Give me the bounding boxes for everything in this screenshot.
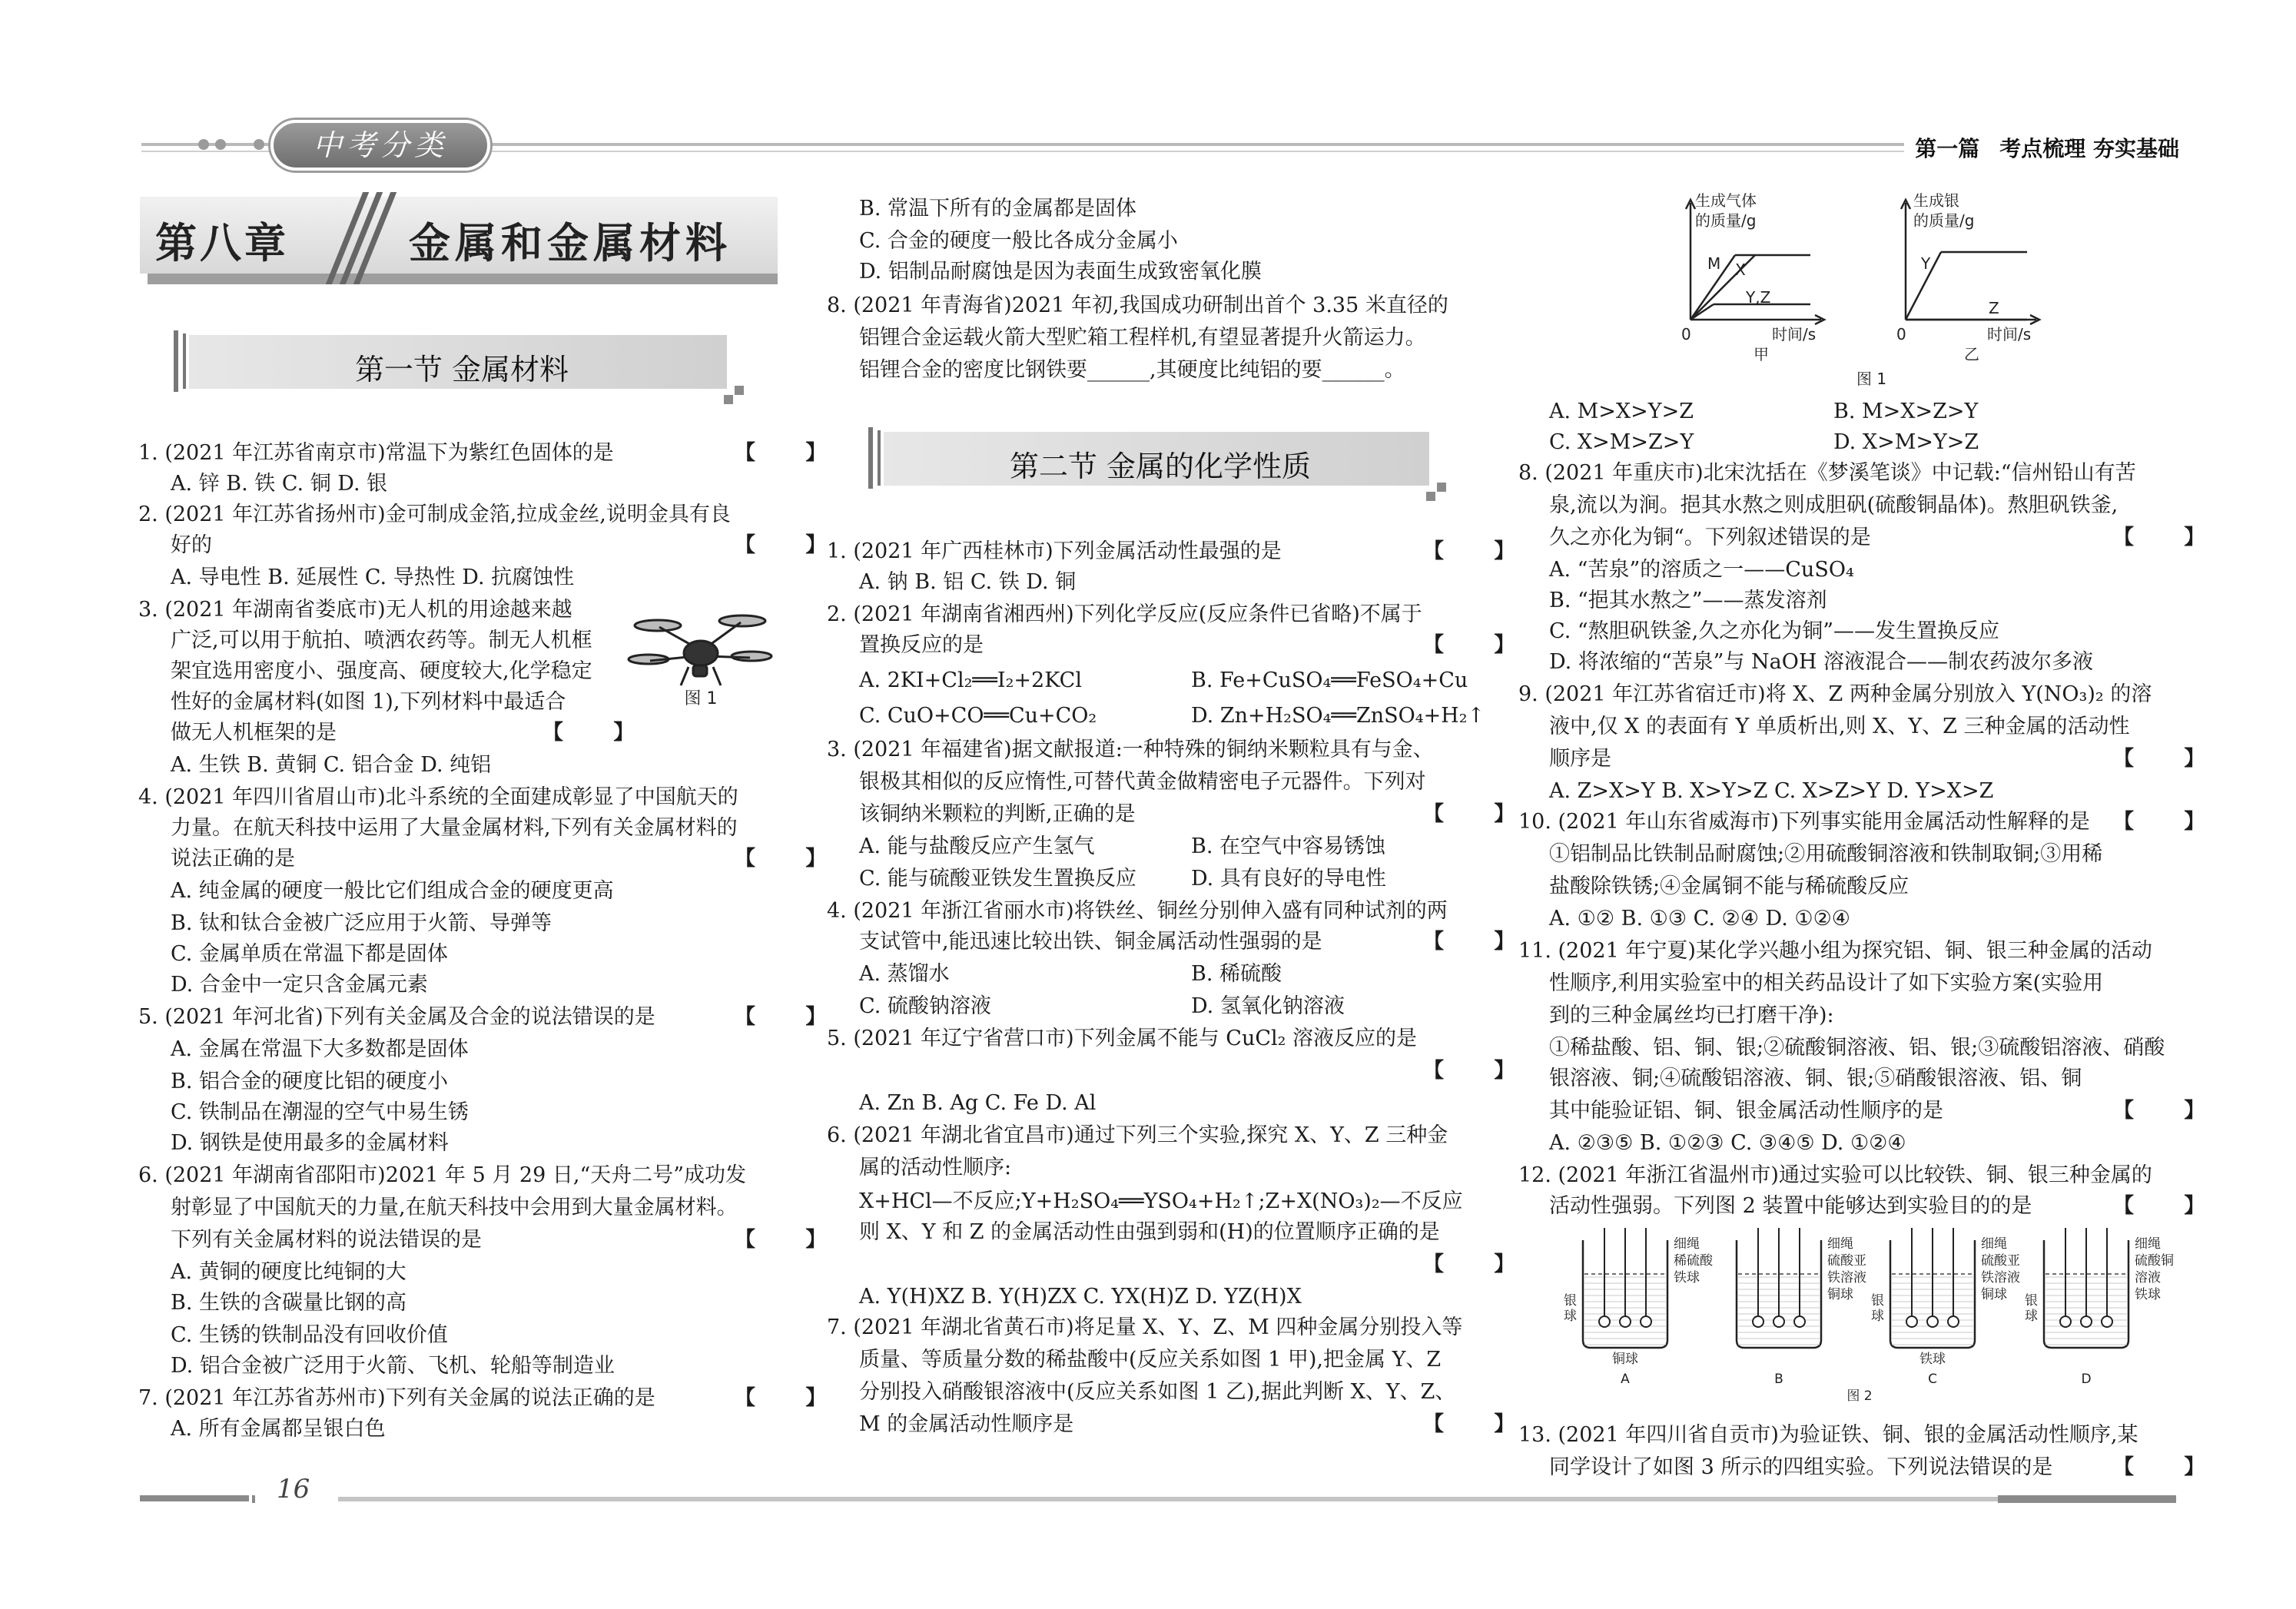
beaker-letter: B: [1774, 1372, 1783, 1387]
beaker-label: 铁溶液: [1981, 1270, 2020, 1286]
answer-options: A. Zn B. Ag C. Fe D. Al: [859, 1091, 1097, 1115]
beaker-label: 硫酸亚: [1981, 1253, 2020, 1269]
question-stem: 力量。在航天科技中运用了大量金属材料,下列有关金属材料的: [171, 816, 738, 840]
question-stem: 液中,仅 X 的表面有 Y 单质析出,则 X、Y、Z 三种金属的活动性: [1549, 715, 2130, 738]
question-stem: X+HCl—不反应;Y+H₂SO₄══YSO₄+H₂↑;Z+X(NO₃)₂—不反应: [859, 1189, 1463, 1213]
ball-label: 球: [1564, 1309, 1577, 1324]
answer-option: B. 常温下所有的金属都是固体: [859, 197, 1137, 221]
answer-bracket: 【 】: [1423, 1059, 1537, 1083]
question-stem: ①铝制品比铁制品耐腐蚀;②用硫酸铜溶液和铁制取铜;③用稀: [1549, 842, 2103, 866]
metal-ball: [1948, 1316, 1959, 1327]
answer-bracket: 【 】: [1423, 1252, 1537, 1276]
answer-option: A. 纯金属的硬度一般比它们组成合金的硬度更高: [171, 879, 614, 903]
beaker-label: 细绳: [1981, 1236, 2007, 1252]
beaker-label: 铁溶液: [1827, 1270, 1866, 1286]
question-stem: 10. (2021 年山东省威海市)下列事实能用金属活动性解释的是: [1518, 810, 2090, 834]
answer-options: A. 生铁 B. 黄铜 C. 铝合金 D. 纯铝: [171, 753, 492, 777]
answer-options: A. ①② B. ①③ C. ②④ D. ①②④: [1549, 907, 1850, 931]
part-subtitle: 考点梳理 夯实基础: [1999, 136, 2179, 161]
drone-figure: [627, 609, 773, 707]
question-stem: 13. (2021 年四川省自贡市)为验证铁、铜、银的金属活动性顺序,某: [1518, 1423, 2138, 1447]
section-title: 第一节 金属材料: [354, 353, 569, 386]
answer-option: A. M>X>Y>Z: [1549, 400, 1694, 423]
question-stem: 分别投入硝酸银溶液中(反应关系如图 1 乙),据此判断 X、Y、Z、: [859, 1380, 1456, 1404]
answer-bracket: 【 】: [2113, 810, 2227, 834]
answer-bracket: 【 】: [2113, 1194, 2227, 1218]
beaker-label: 铜球: [1981, 1287, 2007, 1302]
question-stem: 质量、等质量分数的稀盐酸中(反应关系如图 1 甲),把金属 Y、Z: [859, 1348, 1442, 1372]
answer-option: B. “挹其水熬之”——蒸发溶剂: [1549, 589, 1827, 612]
question-stem: 4. (2021 年四川省眉山市)北斗系统的全面建成彰显了中国航天的: [138, 785, 738, 809]
answer-option: D. X>M>Y>Z: [1833, 430, 1979, 454]
answer-option: D. Zn+H₂SO₄══ZnSO₄+H₂↑: [1191, 704, 1485, 728]
section-title: 第二节 金属的化学性质: [1009, 450, 1312, 483]
answer-option: C. 合金的硬度一般比各成分金属小: [859, 229, 1178, 253]
chapter-number: 第八章: [155, 219, 289, 267]
question-stem: 做无人机框架的是: [171, 721, 337, 745]
chapter-title: 金属和金属材料: [409, 219, 732, 267]
metal-ball: [1641, 1316, 1651, 1327]
question-stem: 广泛,可以用于航拍、喷洒农药等。制无人机框: [171, 629, 592, 652]
question-stem: 泉,流以为涧。挹其水熬之则成胆矾(硫酸铜晶体)。熬胆矾铁釜,: [1549, 493, 2118, 517]
answer-bracket: 【 】: [1423, 633, 1537, 657]
reaction-graphs-figure: [1660, 189, 2044, 389]
answer-options: A. Z>X>Y B. X>Y>Z C. X>Z>Y D. Y>X>Z: [1549, 779, 1994, 803]
header-dot: [215, 139, 226, 150]
part-label: 第一篇: [1915, 136, 1980, 161]
question-stem: 3. (2021 年福建省)据文献报道:一种特殊的铜纳米颗粒具有与金、: [827, 738, 1434, 761]
question-stem: 好的: [171, 533, 212, 557]
chapter-banner: [140, 197, 778, 287]
question-stem: 其中能验证铝、铜、银金属活动性顺序的是: [1549, 1099, 1943, 1123]
answer-option: B. Fe+CuSO₄══FeSO₄+Cu: [1191, 668, 1468, 692]
metal-ball: [1906, 1316, 1917, 1327]
metal-ball: [1620, 1316, 1631, 1327]
question-stem: 射彰显了中国航天的力量,在航天科技中会用到大量金属材料。: [171, 1196, 738, 1219]
category-badge: [270, 120, 490, 171]
answer-option: B. 铝合金的硬度比铝的硬度小: [171, 1070, 449, 1093]
answer-option: A. “苦泉”的溶质之一——CuSO₄: [1549, 558, 1854, 582]
question-stem: 顺序是: [1549, 747, 1611, 771]
question-stem: 8. (2021 年青海省)2021 年初,我国成功研制出首个 3.35 米直径的: [827, 294, 1448, 317]
page-number: 16: [277, 1474, 310, 1504]
answer-options: A. 导电性 B. 延展性 C. 导热性 D. 抗腐蚀性: [171, 566, 575, 589]
answer-bracket: 【 】: [1423, 930, 1537, 954]
question-stem: 11. (2021 年宁夏)某化学兴趣小组为探究铝、铜、银三种金属的活动: [1518, 939, 2152, 963]
question-stem: 性好的金属材料(如图 1),下列材料中最适合: [171, 690, 566, 714]
graph-ylabel: 生成银: [1913, 191, 1959, 210]
beaker-label: 稀硫酸: [1674, 1253, 1713, 1269]
ball-label: 银: [1564, 1293, 1577, 1309]
question-stem: ①稀盐酸、铝、铜、银;②硫酸铜溶液、铝、银;③硫酸铝溶液、硝酸: [1549, 1036, 2165, 1060]
footer-rule: [140, 1495, 249, 1501]
beaker-label: 铁球: [1674, 1270, 1700, 1286]
answer-options: A. 钠 B. 铝 C. 铁 D. 铜: [859, 570, 1077, 594]
question-stem: 架宜选用密度小、强度高、硬度较大,化学稳定: [171, 659, 592, 683]
question-stem: 6. (2021 年湖北省宜昌市)通过下列三个实验,探究 X、Y、Z 三种金: [827, 1123, 1448, 1147]
beaker-label: 铁球: [2135, 1287, 2161, 1302]
question-stem: 铝锂合金的密度比钢铁要______,其硬度比纯铝的要______。: [859, 358, 1405, 382]
question-stem: 属的活动性顺序:: [859, 1156, 1012, 1179]
question-stem: 6. (2021 年湖南省邵阳市)2021 年 5 月 29 日,“天舟二号”成功发: [138, 1163, 747, 1187]
question-stem: 4. (2021 年浙江省丽水市)将铁丝、铜丝分别伸入盛有同种试剂的两: [827, 899, 1448, 923]
question-stem: 置换反应的是: [859, 633, 984, 657]
answer-option: D. 将浓缩的“苦泉”与 NaOH 溶液混合——制农药波尔多液: [1549, 650, 2094, 674]
answer-bracket: 【 】: [735, 1005, 848, 1029]
badge-text: 中考分类: [312, 128, 448, 162]
answer-option: B. 在空气中容易锈蚀: [1191, 834, 1386, 858]
graph-name: 乙: [1964, 345, 1979, 363]
beaker-label: 硫酸铜: [2135, 1253, 2174, 1269]
figure-caption: 图 1: [1856, 370, 1887, 388]
answer-bracket: 【 】: [735, 533, 848, 557]
answer-bracket: 【 】: [1423, 802, 1537, 826]
question-stem: 2. (2021 年江苏省扬州市)金可制成金箔,拉成金丝,说明金具有良: [138, 503, 731, 526]
answer-option: D. 钢铁是使用最多的金属材料: [171, 1131, 449, 1155]
question-stem: 3. (2021 年湖南省娄底市)无人机的用途越来越: [138, 598, 572, 622]
answer-options: A. Y(H)XZ B. Y(H)ZX C. YX(H)Z D. YZ(H)X: [859, 1285, 1302, 1309]
question-stem: 该铜纳米颗粒的判断,正确的是: [859, 802, 1136, 826]
beaker-label: 细绳: [1674, 1236, 1700, 1252]
figure-caption: 图 1: [684, 689, 718, 708]
answer-bracket: 【 】: [735, 1386, 848, 1410]
question-stem: 2. (2021 年湖南省湘西州)下列化学反应(反应条件已省略)不属于: [827, 602, 1422, 626]
answer-bracket: 【 】: [735, 847, 848, 871]
question-stem: 7. (2021 年江苏省苏州市)下列有关金属的说法正确的是: [138, 1386, 655, 1410]
question-stem: 同学设计了如图 3 所示的四组实验。下列说法错误的是: [1549, 1455, 2053, 1479]
beaker-label: 细绳: [1827, 1236, 1853, 1252]
question-stem: 则 X、Y 和 Z 的金属活动性由强到弱和(H)的位置顺序正确的是: [859, 1220, 1440, 1244]
ball-label: 银: [2025, 1293, 2038, 1309]
answer-bracket: 【 】: [735, 1228, 848, 1252]
answer-option: B. 生铁的含碳量比钢的高: [171, 1291, 407, 1315]
series-label-x: X: [1735, 260, 1746, 279]
question-stem: M 的金属活动性顺序是: [859, 1412, 1074, 1436]
chapter-divider: [321, 197, 390, 281]
answer-option: C. 硫酸钠溶液: [859, 994, 991, 1018]
question-stem: 1. (2021 年江苏省南京市)常温下为紫红色固体的是: [138, 441, 614, 465]
question-stem: 1. (2021 年广西桂林市)下列金属活动性最强的是: [827, 539, 1282, 563]
answer-bracket: 【 】: [2113, 526, 2227, 549]
beaker-letter: C: [1928, 1372, 1937, 1387]
answer-option: B. M>X>Z>Y: [1833, 400, 1979, 423]
answer-option: D. 合金中一定只含金属元素: [171, 973, 428, 997]
metal-ball: [1753, 1316, 1763, 1327]
question-stem: 铝锂合金运载火箭大型贮箱工程样机,有望显著提升火箭运力。: [859, 326, 1426, 350]
ball-label: 铜球: [1612, 1352, 1638, 1367]
question-stem: 活动性强弱。下列图 2 装置中能够达到实验目的的是: [1549, 1194, 2032, 1218]
series-label-y: Y: [1921, 254, 1931, 273]
answer-option: C. “熬胆矾铁釜,久之亦化为铜”——发生置换反应: [1549, 619, 2000, 643]
answer-options: A. 锌 B. 铁 C. 铜 D. 银: [171, 472, 388, 496]
answer-option: C. 金属单质在常温下都是固体: [171, 942, 448, 966]
section-banner-2: [868, 432, 1452, 498]
question-stem: 下列有关金属材料的说法错误的是: [171, 1228, 482, 1252]
beaker-label: 铜球: [1827, 1287, 1853, 1302]
question-stem: 5. (2021 年辽宁省营口市)下列金属不能与 CuCl₂ 溶液反应的是: [827, 1027, 1418, 1050]
answer-option: A. 黄铜的硬度比纯铜的大: [171, 1260, 406, 1284]
part-title: [1904, 132, 2179, 163]
graph-ylabel: 生成气体: [1695, 191, 1757, 210]
answer-bracket: 【 】: [542, 721, 656, 745]
question-stem: 12. (2021 年浙江省温州市)通过实验可以比较铁、铜、银三种金属的: [1518, 1163, 2152, 1187]
answer-bracket: 【 】: [1423, 1412, 1537, 1436]
question-stem: 久之亦化为铜“。下列叙述错误的是: [1549, 526, 1871, 549]
question-stem: 银溶液、铜;④硫酸铝溶液、铜、银;⑤硝酸银溶液、铝、铜: [1549, 1067, 2082, 1090]
beakers-figure: [1552, 1225, 2174, 1404]
answer-option: D. 铝制品耐腐蚀是因为表面生成致密氧化膜: [859, 260, 1262, 284]
graph-xlabel: 时间/s: [1772, 325, 1817, 343]
ball-label: 球: [2025, 1309, 2038, 1324]
answer-option: B. 稀硫酸: [1191, 962, 1282, 986]
answer-option: A. 2KI+Cl₂══I₂+2KCl: [859, 668, 1082, 692]
answer-option: C. X>M>Z>Y: [1549, 430, 1694, 454]
question-stem: 银极其相似的反应惰性,可替代黄金做精密电子元器件。下列对: [859, 770, 1426, 794]
graph-ylabel: 的质量/g: [1913, 211, 1975, 230]
header-dot: [254, 139, 264, 150]
drone-icon: [629, 615, 771, 685]
question-stem: 盐酸除铁锈;④金属铜不能与稀硫酸反应: [1549, 874, 1909, 898]
beaker-letter: D: [2081, 1372, 2092, 1387]
series-label-m: M: [1707, 254, 1721, 273]
question-stem: 支试管中,能迅速比较出铁、铜金属活动性强弱的是: [859, 930, 1322, 954]
question-stem: 说法正确的是: [171, 847, 295, 871]
answer-option: C. 铁制品在潮湿的空气中易生锈: [171, 1100, 469, 1124]
beaker-label: 细绳: [2135, 1236, 2161, 1252]
answer-option: C. CuO+CO══Cu+CO₂: [859, 704, 1097, 728]
answer-option: D. 具有良好的导电性: [1191, 867, 1386, 891]
answer-option: B. 钛和钛合金被广泛应用于火箭、导弹等: [171, 911, 552, 935]
answer-option: C. 生锈的铁制品没有回收价值: [171, 1323, 448, 1347]
answer-option: A. 金属在常温下大多数都是固体: [171, 1037, 469, 1061]
metal-ball: [2102, 1316, 2112, 1327]
series-label-yz: Y,Z: [1746, 288, 1771, 307]
graph-xlabel: 时间/s: [1987, 325, 2032, 343]
ball-label: 球: [1871, 1309, 1884, 1324]
metal-ball: [2081, 1316, 2092, 1327]
graph-origin: 0: [1681, 325, 1691, 343]
ball-label: 银: [1871, 1293, 1884, 1309]
footer-rule-long: [338, 1497, 2176, 1501]
beaker-letter: A: [1621, 1372, 1630, 1387]
answer-option: D. 铝合金被广泛用于火箭、飞机、轮船等制造业: [171, 1354, 615, 1378]
beaker-label: 溶液: [2135, 1270, 2161, 1286]
graph-origin: 0: [1896, 325, 1906, 343]
graph-name: 甲: [1754, 345, 1769, 363]
metal-ball: [1599, 1316, 1610, 1327]
metal-ball: [1794, 1316, 1805, 1327]
answer-bracket: 【 】: [2113, 747, 2227, 771]
answer-bracket: 【 】: [735, 441, 848, 465]
answer-option: C. 能与硫酸亚铁发生置换反应: [859, 867, 1136, 891]
answer-option: A. 蒸馏水: [859, 962, 950, 986]
answer-options: A. ②③⑤ B. ①②③ C. ③④⑤ D. ①②④: [1549, 1131, 1906, 1155]
answer-option: A. 能与盐酸反应产生氢气: [859, 834, 1095, 858]
graph-ylabel: 的质量/g: [1695, 211, 1757, 230]
answer-bracket: 【 】: [2113, 1455, 2227, 1479]
answer-bracket: 【 】: [2113, 1099, 2227, 1123]
header-dot: [198, 139, 209, 150]
answer-option: A. 所有金属都呈银白色: [171, 1417, 386, 1441]
section-banner-1: [174, 335, 750, 401]
figure-caption: 图 2: [1846, 1388, 1873, 1404]
ball-label: 铁球: [1919, 1352, 1946, 1367]
answer-option: D. 氢氧化钠溶液: [1191, 994, 1345, 1018]
beaker-label: 硫酸亚: [1827, 1253, 1866, 1269]
question-stem: 9. (2021 年江苏省宿迁市)将 X、Z 两种金属分别放入 Y(NO₃)₂ 的溶: [1518, 682, 2152, 706]
answer-bracket: 【 】: [1423, 539, 1537, 563]
series-label-z: Z: [1989, 299, 1999, 317]
metal-ball: [2060, 1316, 2071, 1327]
question-stem: 5. (2021 年河北省)下列有关金属及合金的说法错误的是: [138, 1005, 655, 1029]
question-stem: 性顺序,利用实验室中的相关药品设计了如下实验方案(实验用: [1549, 971, 2104, 995]
question-stem: 到的三种金属丝均已打磨干净):: [1549, 1004, 1834, 1027]
metal-ball: [1927, 1316, 1938, 1327]
question-stem: 7. (2021 年湖北省黄石市)将足量 X、Y、Z、M 四种金属分别投入等: [827, 1315, 1463, 1339]
question-stem: 8. (2021 年重庆市)北宋沈括在《梦溪笔谈》中记载:“信州铅山有苦: [1518, 461, 2136, 485]
metal-ball: [1773, 1316, 1784, 1327]
